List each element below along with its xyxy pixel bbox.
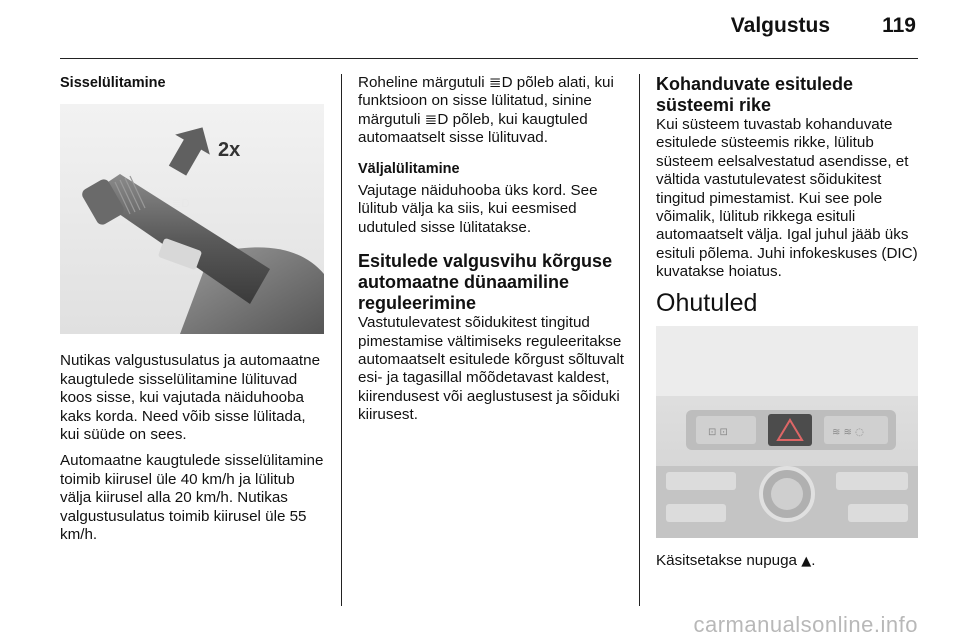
svg-text:⊡ ⊡: ⊡ ⊡ <box>708 427 728 439</box>
heading-dynamic-levelling: Esitulede valgusvihu kõrguse automaatne dünaamiline reguleerimine <box>358 251 613 314</box>
subheading-switching-on: Sisselülitamine <box>60 75 166 91</box>
heading-hazard-lights: Ohutuled <box>656 288 758 317</box>
column-2 <box>358 74 628 433</box>
paragraph: Vastutulevatest sõidukitest tingitud pimestamise vältimiseks reguleeritakse automaatselt esitulede kõrgust sõltuvalt esi- ja tagasillal mõõdetavast kaldest, kiirendusest või aeglustusest ja sõiduki kiirusest. <box>358 314 624 424</box>
header-rule <box>60 58 918 59</box>
section-title: Valgustus <box>730 14 830 37</box>
subheading-switching-off: Väljalülitamine <box>358 160 460 177</box>
hazard-triangle-icon: ▲ <box>801 554 812 570</box>
column-divider-1 <box>341 74 342 606</box>
paragraph: Nutikas valgustusulatus ja automaatne kaugtulede sisselülitamine lülituvad koos sisse, kui vajutada näiduhooba kaks korda. Need võib sisse lülitada, kui süüde on sees. <box>60 352 321 444</box>
figure-caption: Käsitsetakse nupuga ▲. <box>656 552 816 570</box>
svg-text:≣D: ≣D <box>172 197 190 211</box>
paragraph: Automaatne kaugtulede sisselülitamine toimib kiirusel üle 40 km/h ja lülitub välja kiirusel alla 20 km/h. Nutikas valgustusulatus toimib kiirusel üle 55 km/h. <box>60 452 324 544</box>
column-divider-2 <box>639 74 640 606</box>
page-number: 119 <box>882 14 916 37</box>
stalk-illustration <box>60 104 324 334</box>
watermark: carmanualsonline.info <box>693 612 918 637</box>
svg-text:≋ ≋ ◌: ≋ ≋ ◌ <box>832 427 864 439</box>
heading-adaptive-fault: Kohanduvate esitulede süsteemi rike <box>656 74 854 115</box>
paragraph: Roheline märgutuli ≣D põleb alati, kui funktsioon on sisse lülitatud, sinine märgutuli ≣D põleb, kui kaugtuled automaatselt sisse lülituvad. <box>358 74 614 147</box>
column-3 <box>656 74 922 579</box>
paragraph: Kui süsteem tuvastab kohanduvate esitulede süsteemis rikke, lülitub süsteem eelsalvestatud asendisse, et vältida vastutulevatest sõidukitest tingitud pimestamist. Kui see pole võimalik, lülitub rikkega esituli automaatselt välja. Igal juhul jääb üks esituli põlema. Juhi infokeskuses (DIC) kuvatakse hoiatus. <box>656 116 918 281</box>
press-count-label: 2x <box>218 139 241 162</box>
column-1 <box>60 74 326 552</box>
paragraph: Vajutage näiduhooba üks kord. See lülitub välja ka siis, kui eesmised udutuled sisse lülitatakse. <box>358 182 598 236</box>
hazard-switch-illustration <box>656 326 918 538</box>
